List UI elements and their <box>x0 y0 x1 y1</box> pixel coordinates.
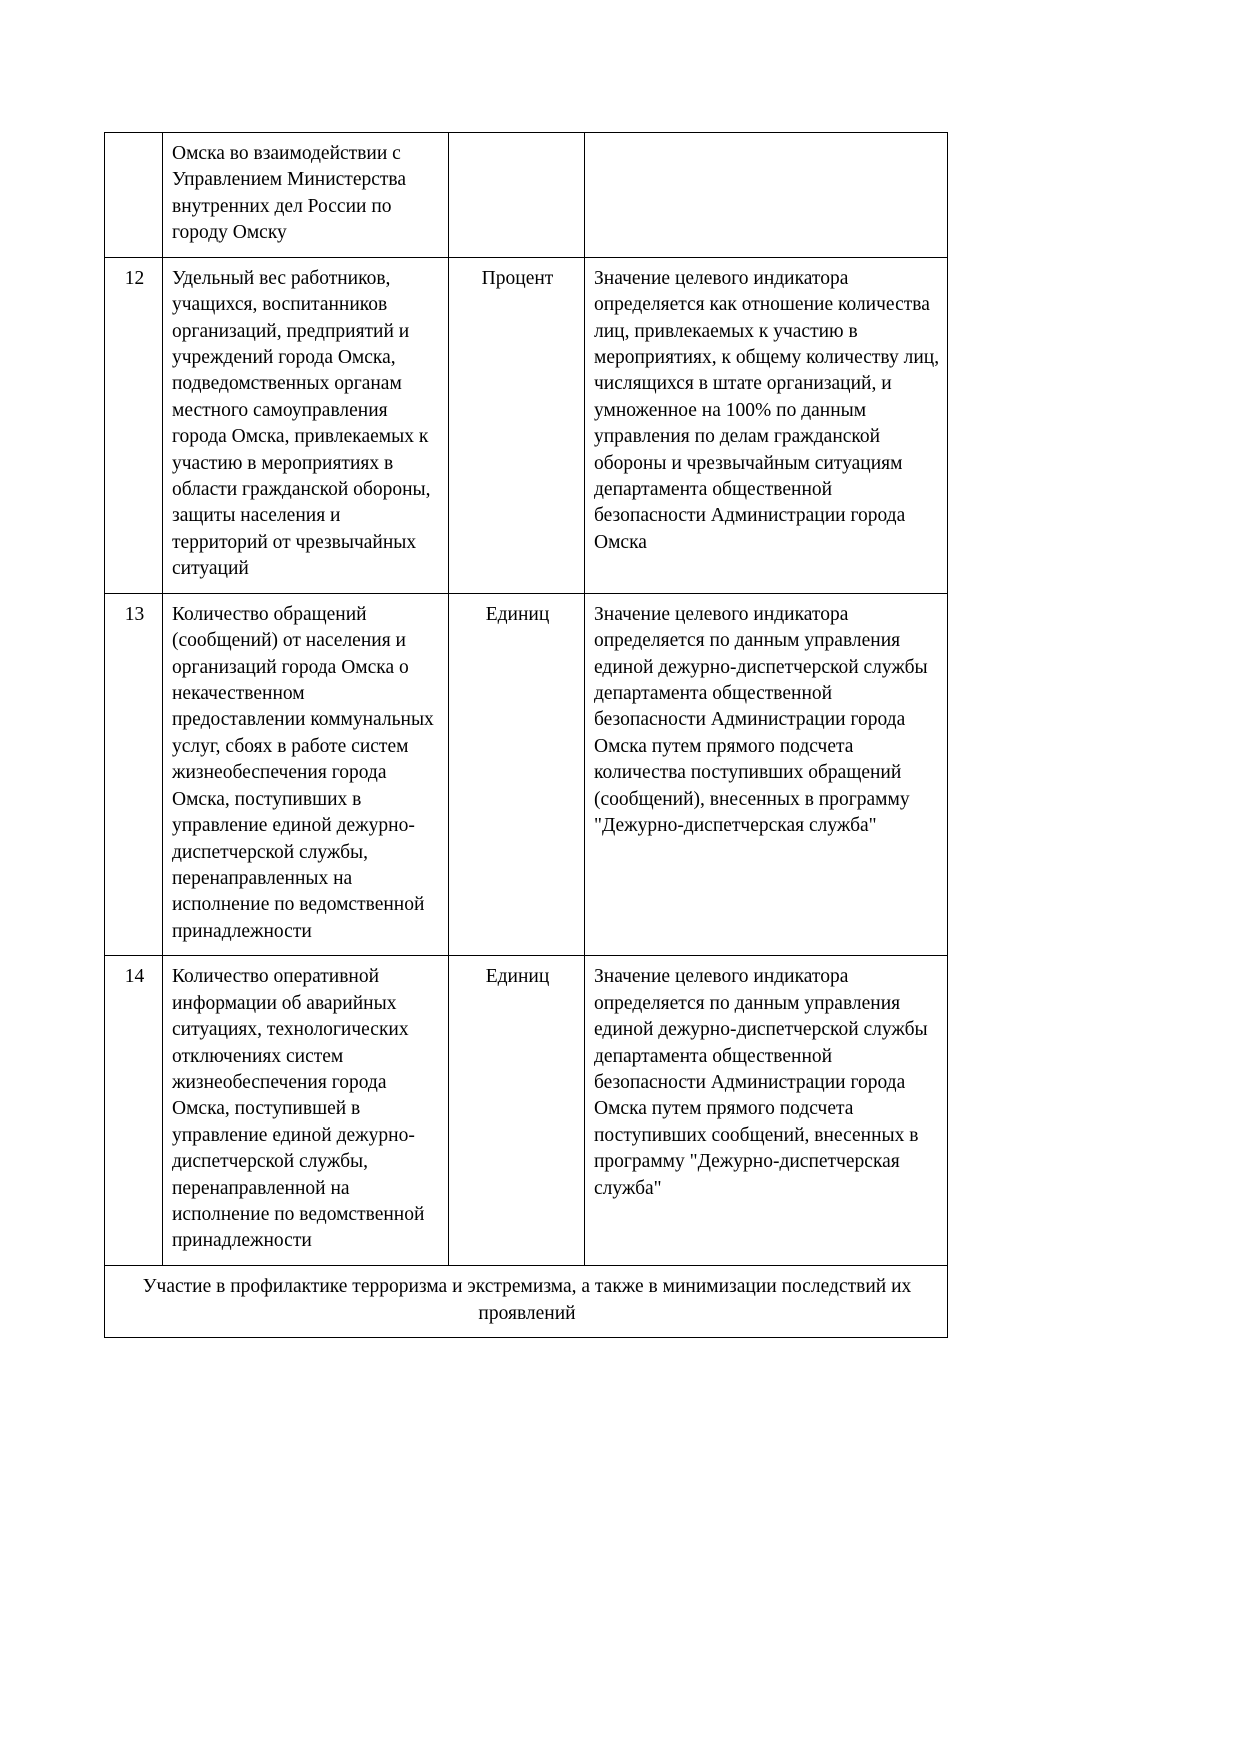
indicator-method-text: Значение целевого индикатора определяется по данным управления единой дежурно-диспетчерской службы департамента общественной безопасности Администрации города Омска путем прямого подсчета поступивших сообщений, внесенных в программу "Дежурно-диспетчерская служба" <box>594 966 928 1199</box>
indicator-number: 13 <box>124 603 145 625</box>
cell-unit <box>449 257 585 593</box>
cell-indicator-name <box>163 593 449 955</box>
indicator-unit-text: Единиц <box>485 603 550 625</box>
cell-number <box>105 593 163 955</box>
cell-method <box>585 133 948 258</box>
indicator-unit-text: Процент <box>481 267 554 289</box>
indicator-method-text: Значение целевого индикатора определяется как отношение количества лиц, привлекаемых к участию в мероприятиях, к общему количеству лиц, числящихся в штате организаций, и умноженное на 100% по данным управления по делам гражданской обороны и чрезвычайным ситуациям департамента общественной безопасности Администрации города Омска <box>594 267 940 553</box>
cell-indicator-name <box>163 956 449 1266</box>
cell-unit <box>449 133 585 258</box>
cell-number <box>105 257 163 593</box>
indicator-name-text: Удельный вес работников, учащихся, воспитанников организаций, предприятий и учреждений города Омска, подведомственных органам местного самоуправления города Омска, привлекаемых к участию в мероприятиях в области гражданской обороны, защиты населения и территорий от чрезвычайных ситуаций <box>172 267 431 580</box>
cell-number <box>105 956 163 1266</box>
cell-method <box>585 593 948 955</box>
indicator-number: 12 <box>124 267 145 289</box>
indicator-name-text: Омска во взаимодействии с Управлением Министерства внутренних дел России по городу Омску <box>172 143 407 244</box>
table-body <box>105 133 948 1338</box>
table-row <box>105 257 948 593</box>
table-row <box>105 133 948 258</box>
table-section-row <box>105 1265 948 1337</box>
cell-indicator-name <box>163 257 449 593</box>
cell-unit <box>449 593 585 955</box>
indicator-number: 14 <box>124 966 145 988</box>
table-row <box>105 593 948 955</box>
cell-method <box>585 257 948 593</box>
indicator-name-text: Количество обращений (сообщений) от населения и организаций города Омска о некачественном предоставлении коммунальных услуг, сбоях в работе систем жизнеобеспечения города Омска, поступивших в управление единой дежурно-диспетчерской службы, перенаправленных на исполнение по ведомственной принадлежности <box>172 603 434 942</box>
section-heading-text: Участие в профилактике терроризма и экстремизма, а также в минимизации последствий их проявлений <box>142 1275 912 1324</box>
table-row <box>105 956 948 1266</box>
indicator-unit-text: Единиц <box>485 966 550 988</box>
cell-unit <box>449 956 585 1266</box>
indicator-method-text: Значение целевого индикатора определяется по данным управления единой дежурно-диспетчерской службы департамента общественной безопасности Администрации города Омска путем прямого подсчета количества поступивших обращений (сообщений), внесенных в программу "Дежурно-диспетчерская служба" <box>594 603 928 837</box>
cell-indicator-name <box>163 133 449 258</box>
indicators-table <box>104 132 948 1338</box>
indicator-name-text: Количество оперативной информации об аварийных ситуациях, технологических отключениях систем жизнеобеспечения города Омска, поступившей в управление единой дежурно-диспетчерской службы, перенаправленной на исполнение по ведомственной принадлежности <box>172 966 425 1252</box>
cell-method <box>585 956 948 1266</box>
cell-section-heading <box>105 1265 948 1337</box>
cell-number <box>105 133 163 258</box>
